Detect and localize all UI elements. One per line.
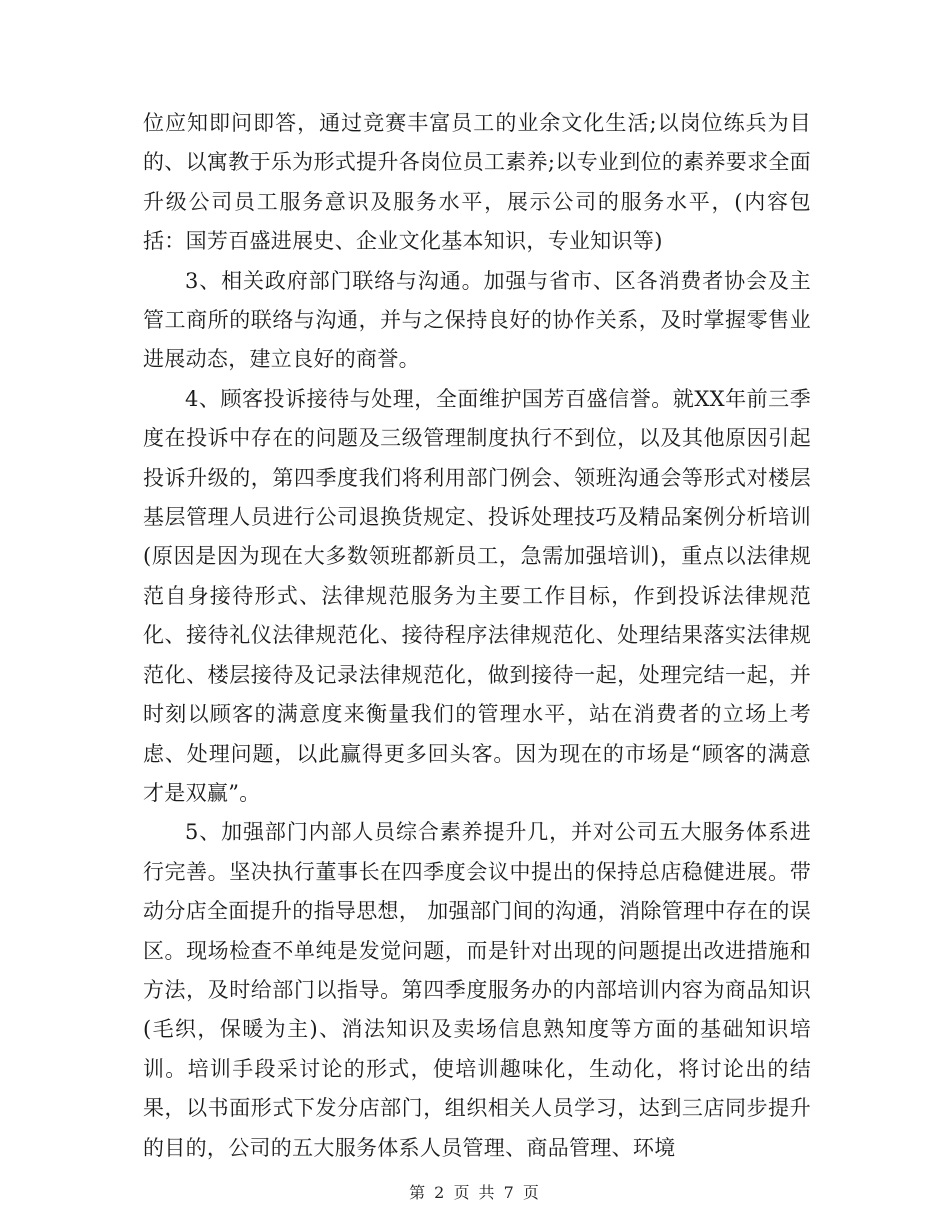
paragraph-item-5: 5、加强部门内部人员综合素养提升几，并对公司五大服务体系进行完善。坚决执行董事长在四季度会议中提出的保持总店稳健进展。带动分店全面提升的指导思想， 加强部门间的沟通，消除管理中存在的误区。现场检查不单纯是发觉问题，而是针对出现的问题提出改进措施和方法，及时给部门以指导。第四季度服务办的内部培训内容为商品知识(毛织，保暖为主)、消法知识及卖场信息熟知度等方面的基础知识培训。培训手段采讨论的形式，使培训趣味化，生动化，将讨论出的结果，以书面形式下发分店部门，组织相关人员学习，达到三店同步提升的目的，公司的五大服务体系人员管理、商品管理、环境	[143, 820, 811, 1160]
paragraph-item-4: 4、顾客投诉接待与处理，全面维护国芳百盛信誉。就XX年前三季度在投诉中存在的问题及三级管理制度执行不到位，以及其他原因引起投诉升级的，第四季度我们将利用部门例会、领班沟通会等形式对楼层基层管理人员进行公司退换货规定、投诉处理技巧及精品案例分析培训(原因是因为现在大多数领班都新员工，急需加强培训)，重点以法律规范自身接待形式、法律规范服务为主要工作目标，作到投诉法律规范化、接待礼仪法律规范化、接待程序法律规范化、处理结果落实法律规范化、楼层接待及记录法律规范化，做到接待一起，处理完结一起，并时刻以顾客的满意度来衡量我们的管理水平，站在消费者的立场上考虑、处理问题，以此赢得更多回头客。因为现在的市场是“顾客的满意才是双赢”。	[143, 386, 811, 805]
paragraph-continuation: 位应知即问即答，通过竞赛丰富员工的业余文化生活;以岗位练兵为目的、以寓教于乐为形式提升各岗位员工素养;以专业到位的素养要求全面升级公司员工服务意识及服务水平，展示公司的服务水平，(内容包括：国芳百盛进展史、企业文化基本知识，专业知识等)	[143, 111, 811, 254]
document-body	[143, 104, 811, 1168]
page-number-footer: 第 2 页 共 7 页	[409, 1183, 541, 1202]
paragraph-item-3: 3、相关政府部门联络与沟通。加强与省市、区各消费者协会及主管工商所的联络与沟通，并与之保持良好的协作关系，及时掌握零售业进展动态，建立良好的商誉。	[143, 268, 811, 372]
